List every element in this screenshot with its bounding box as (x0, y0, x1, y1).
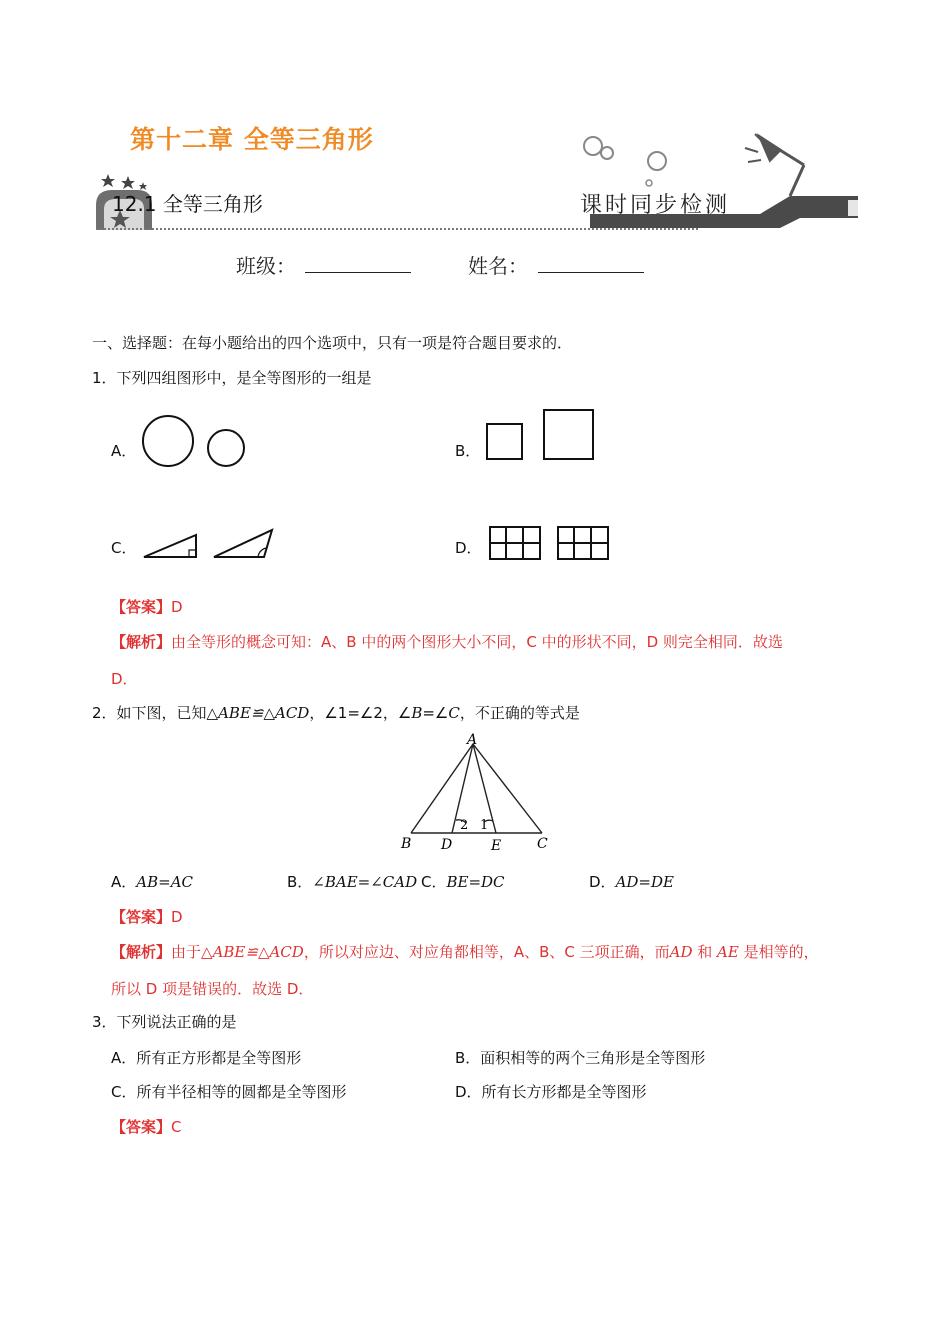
class-field[interactable] (305, 254, 411, 273)
answer-value: C (171, 1118, 182, 1136)
analysis-tag: 【解析】 (111, 633, 172, 651)
q3-answer (111, 1116, 182, 1137)
question-3-stem: 3．下列说法正确的是 (92, 1013, 237, 1031)
grid-shape-2 (558, 527, 608, 559)
q1-option-a-label: A． (111, 442, 137, 460)
q1-option-d-label: D． (455, 539, 482, 557)
analysis-text: 由全等形的概念可知：A、B 中的两个图形大小不同，C 中的形状不同，D 则完全相同．故选 (171, 633, 783, 651)
bubble-icon (601, 147, 613, 159)
header-banner (0, 0, 950, 240)
option-text: BE=DC (446, 873, 505, 891)
q1-option-b-figure (484, 406, 599, 464)
analysis-math: △ABE≌△ACD (201, 943, 304, 961)
triangle-1 (144, 535, 196, 557)
option-label: C． (421, 873, 447, 891)
q1-answer (111, 596, 183, 617)
option-label: D． (589, 873, 616, 891)
name-label: 姓名： (468, 254, 528, 278)
slogan: 课时同步检测 (580, 193, 731, 218)
stem-suffix: ，不正确的等式是 (459, 704, 580, 722)
analysis-math: AE (717, 943, 739, 961)
answer-tag: 【答案】 (111, 908, 172, 926)
stem-prefix: 2．如下图，已知 (92, 704, 207, 722)
bubble-icon (584, 137, 602, 155)
q3-option-c: C．所有半径相等的圆都是全等图形 (111, 1083, 347, 1101)
analysis-text: 是相等的， (738, 943, 819, 961)
q2-analysis-line2: 所以 D 项是错误的．故选 D． (111, 980, 314, 998)
q3-option-b: B．面积相等的两个三角形是全等图形 (455, 1049, 706, 1067)
option-text: AD=DE (615, 873, 674, 891)
chapter-title: 第十二章 全等三角形 (130, 125, 374, 154)
stem-mid: ，∠1=∠2，∠ (309, 704, 412, 722)
q2-option-b (287, 871, 417, 892)
question-1-stem: 1．下列四组图形中，是全等图形的一组是 (92, 369, 372, 387)
class-label: 班级： (236, 254, 296, 278)
stem-angle-b: B (411, 704, 423, 722)
analysis-text: 和 (692, 943, 718, 961)
q1-analysis-line2: D． (111, 670, 138, 688)
triangle-2 (214, 530, 272, 557)
q1-analysis-line1 (111, 631, 783, 652)
analysis-text: ，所以对应边、对应角都相等，A、B、C 三项正确，而 (303, 943, 670, 961)
vertex-a-label: A (467, 732, 478, 748)
grid-shape-1 (490, 527, 540, 559)
small-circle (208, 430, 244, 466)
stem-angle-c: C (448, 704, 460, 722)
vertex-b-label: B (401, 836, 412, 852)
desk-lamp-icon (745, 134, 804, 196)
q2-triangle-figure (395, 730, 565, 858)
q2-option-d (589, 871, 674, 892)
q3-option-d: D．所有长方形都是全等图形 (455, 1083, 647, 1101)
answer-tag: 【答案】 (111, 1118, 172, 1136)
answer-tag: 【答案】 (111, 598, 172, 616)
angle-2-label: 2 (460, 818, 469, 833)
q2-option-a (111, 871, 193, 892)
q1-option-c-label: C． (111, 539, 137, 557)
answer-value: D (171, 908, 183, 926)
option-text: ∠BAE=∠CAD (312, 873, 418, 891)
large-square (544, 410, 593, 459)
section-title: 12.1 全等三角形 (112, 192, 263, 216)
vertex-c-label: C (537, 836, 548, 852)
bubble-icon (648, 152, 666, 170)
large-circle (143, 416, 193, 466)
q1-option-b-label: B． (455, 442, 481, 460)
small-square (487, 424, 522, 459)
vertex-e-label: E (491, 838, 502, 854)
q1-option-a-figure (138, 410, 253, 472)
q2-analysis-line1 (111, 941, 819, 962)
vertex-d-label: D (441, 837, 453, 853)
section-instructions: 一、选择题：在每小题给出的四个选项中，只有一项是符合题目要求的． (92, 334, 573, 352)
q3-option-a: A．所有正方形都是全等图形 (111, 1049, 302, 1067)
question-2-stem (92, 703, 580, 723)
q2-option-c (421, 871, 505, 892)
analysis-text: 由于 (171, 943, 202, 961)
answer-value: D (171, 598, 183, 616)
stem-math: △ABE≌△ACD (206, 704, 310, 722)
analysis-math: AD (669, 943, 693, 961)
analysis-tag: 【解析】 (111, 943, 172, 961)
angle-1-label: 1 (480, 818, 489, 833)
q2-answer (111, 906, 183, 927)
q1-option-d-figure (487, 524, 612, 562)
option-label: A． (111, 873, 137, 891)
option-label: B． (287, 873, 313, 891)
bubble-icon (646, 180, 652, 186)
name-field[interactable] (538, 254, 644, 273)
stem-eq: =∠ (422, 704, 449, 722)
q1-option-c-figure (140, 526, 280, 562)
option-text: AB=AC (136, 873, 193, 891)
star-icon (101, 174, 115, 187)
